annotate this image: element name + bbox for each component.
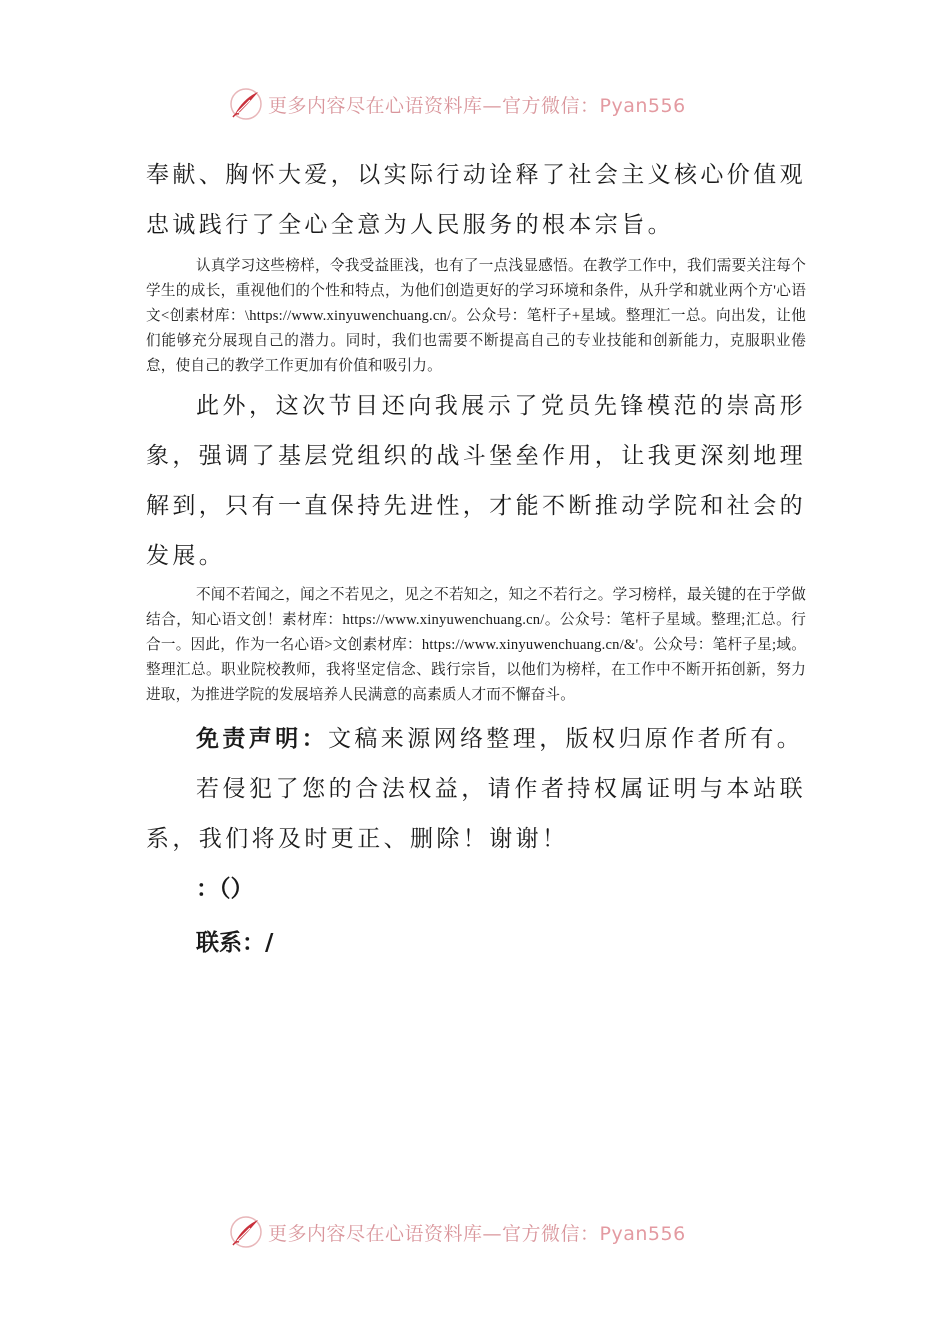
banner-wechat-id: Pyan556	[599, 1222, 686, 1245]
disclaimer-line	[146, 714, 806, 764]
banner-main-text: 更多内容尽在心语资料库—官方微信：	[268, 94, 600, 117]
paragraph-3: 此外，这次节目还向我展示了党员先锋模范的崇高形象，强调了基层党组织的战斗堡垒作用，让我更深刻地理解到，只有一直保持先进性，才能不断推动学院和社会的发展。	[146, 393, 806, 569]
pen-logo-icon	[228, 86, 264, 122]
banner-text	[268, 91, 686, 118]
header-banner	[228, 84, 748, 124]
document-body	[146, 150, 806, 968]
footer-banner	[228, 1212, 748, 1252]
banner-main-text: 更多内容尽在心语资料库—官方微信：	[268, 1222, 600, 1245]
disclaimer-label: 免责声明：	[196, 726, 328, 752]
contact-line-2: 联系：/	[196, 930, 274, 956]
banner-text	[268, 1219, 686, 1246]
paragraph-2: 认真学习这些榜样，令我受益匪浅，也有了一点浅显感悟。在教学工作中，我们需要关注每个学生的成长，重视他们的个性和特点，为他们创造更好的学习环境和条件，从升学和就业两个方'心语文<创素材库：\https://www.xinyuwenchuang.cn/。公众号：笔杆子+星域。整理汇一总。向出发，让他们能够充分展现自己的潜力。同时，我们也需要不断提高自己的专业技能和创新能力，克服职业倦怠，使自己的教学工作更加有价值和吸引力。	[146, 258, 806, 374]
disclaimer-text: 文稿来源网络整理，版权归原作者所有。	[328, 726, 804, 752]
contact-line-1: ：（）	[196, 876, 254, 902]
pen-logo-icon	[228, 1214, 264, 1250]
paragraph-4: 不闻不若闻之，闻之不若见之，见之不若知之，知之不若行之。学习榜样，最关键的在于学做结合，知心语文创！素材库：https://www.xinyuwenchuang.cn/。公众号：笔杆子星域。整理;汇总。行合一。因此，作为一名心语>文创素材库：https://www.xinyuwenchuang.cn/&'。公众号：笔杆子星;域。整理汇总。职业院校教师，我将坚定信念、践行宗旨，以他们为榜样，在工作中不断开拓创新，努力进取，为推进学院的发展培养人民满意的高素质人才而不懈奋斗。	[146, 587, 806, 703]
paragraph-1: 奉献、胸怀大爱，以实际行动诠释了社会主义核心价值观忠诚践行了全心全意为人民服务的根本宗旨。	[146, 162, 806, 238]
banner-wechat-id: Pyan556	[599, 94, 686, 117]
disclaimer-line-2: 若侵犯了您的合法权益，请作者持权属证明与本站联系，我们将及时更正、删除！谢谢！	[146, 776, 806, 852]
